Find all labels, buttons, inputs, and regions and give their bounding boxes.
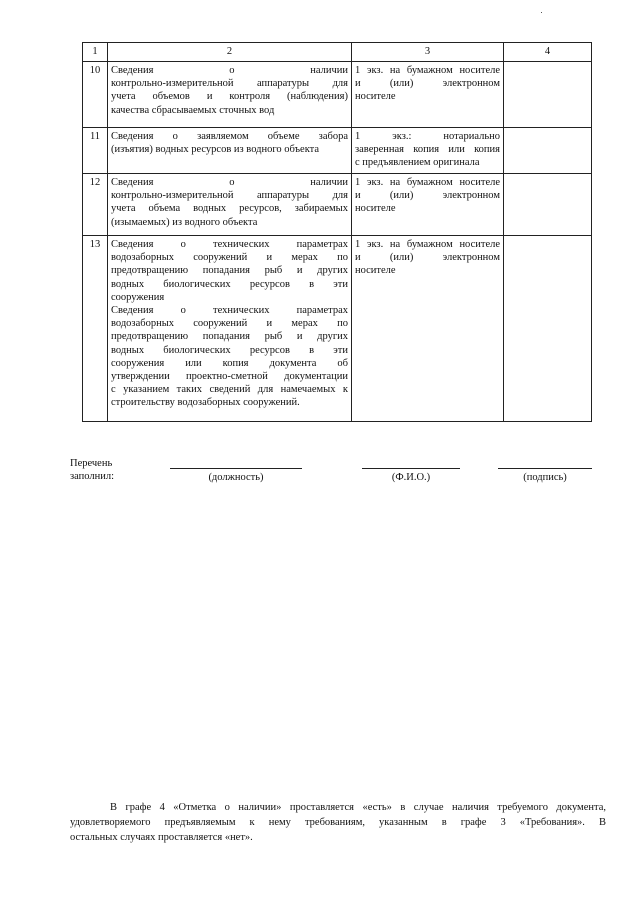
- info-line: с указанием таких сведений для намечаемых к: [111, 384, 348, 396]
- column-header-4: 4: [504, 43, 592, 62]
- requirement-line: 1 экз. на бумажном носителе: [355, 177, 500, 188]
- info-line: Сведения о заявляемом объеме забора: [111, 131, 348, 142]
- filled-by-label-line1: Перечень: [70, 458, 113, 469]
- info-line: учета объема водных ресурсов, забираемых: [111, 203, 348, 215]
- position-caption: (должность): [208, 472, 264, 483]
- requirement-line: носителе: [355, 91, 396, 103]
- row-number: 11: [83, 128, 108, 174]
- row-number: 10: [83, 62, 108, 128]
- info-line: Сведения о технических параметрах: [111, 239, 348, 250]
- requirement-line: 1 экз. на бумажном носителе: [355, 65, 500, 76]
- requirement-line: носителе: [355, 265, 396, 277]
- position-signature-line: [170, 468, 302, 469]
- table-row: [83, 174, 592, 236]
- sign-caption: (подпись): [523, 472, 567, 483]
- requirement-line: заверенная копия или копия: [355, 144, 500, 156]
- requirement-line: и (или) электронном: [355, 78, 500, 90]
- column-header-1: 1: [83, 43, 108, 62]
- info-line: предотвращению попадания рыб и других: [111, 265, 348, 277]
- filled-by-label: [70, 457, 114, 483]
- availability-mark-cell[interactable]: [504, 62, 592, 128]
- filled-by-label-line2: заполнил:: [70, 471, 115, 482]
- info-line: сооружения: [111, 291, 165, 303]
- info-line: водозаборных сооружений и мерах по: [111, 318, 348, 330]
- scan-speck: [541, 12, 542, 13]
- requirement-cell: [352, 174, 504, 236]
- requirements-table: [82, 42, 592, 422]
- requirement-line: и (или) электронном: [355, 190, 500, 202]
- info-line: сооружения или копия документа об: [111, 357, 348, 369]
- info-line: утверждении проектно-сметной документации: [111, 371, 348, 383]
- requirement-cell: [352, 128, 504, 174]
- name-caption: (Ф.И.О.): [391, 472, 431, 483]
- info-cell: [108, 62, 352, 128]
- info-line: (изъятия) водных ресурсов из водного объекта: [111, 144, 320, 156]
- requirement-line: 1 экз.: нотариально: [355, 131, 500, 142]
- column-header-2: 2: [108, 43, 352, 62]
- info-cell: [108, 128, 352, 174]
- requirement-cell: [352, 236, 504, 422]
- row-number: 13: [83, 236, 108, 422]
- info-line: водных биологических ресурсов в эти: [111, 344, 348, 356]
- info-line: водозаборных сооружений и мерах по: [111, 252, 348, 264]
- note-line: В графе 4 «Отметка о наличии» проставляется «есть» в случае наличия требуемого документа,: [110, 802, 606, 813]
- requirement-line: носителе: [355, 203, 396, 215]
- requirement-line: и (или) электронном: [355, 252, 500, 264]
- info-line: качества сбрасываемых сточных вод: [111, 104, 275, 116]
- info-line: водных биологических ресурсов в эти: [111, 278, 348, 290]
- info-line: контрольно-измерительной аппаратуры для: [111, 190, 348, 202]
- info-line: Сведения о наличии: [111, 177, 348, 188]
- info-cell: [108, 174, 352, 236]
- table-row: [83, 236, 592, 422]
- availability-mark-cell[interactable]: [504, 236, 592, 422]
- name-signature-line: [362, 468, 460, 469]
- note-line: остальных случаях проставляется «нет».: [70, 832, 253, 843]
- info-cell: [108, 236, 352, 422]
- availability-mark-cell[interactable]: [504, 128, 592, 174]
- info-line: предотвращению попадания рыб и других: [111, 331, 348, 343]
- table-row: [83, 128, 592, 174]
- note-line: удовлетворяемого предъявляемым к нему требованиям, указанным в графе 3 «Требования». В: [70, 817, 606, 828]
- requirement-cell: [352, 62, 504, 128]
- requirement-line: 1 экз. на бумажном носителе: [355, 239, 500, 250]
- table-header-row: [83, 43, 592, 62]
- table-row: [83, 62, 592, 128]
- info-line: учета объемов и контроля (наблюдения): [111, 91, 348, 103]
- footnote-paragraph: [70, 800, 606, 845]
- info-line: Сведения о технических параметрах: [111, 305, 348, 317]
- info-line: (изымаемых) из водного объекта: [111, 216, 258, 228]
- info-line: Сведения о наличии: [111, 65, 348, 76]
- info-line: контрольно-измерительной аппаратуры для: [111, 78, 348, 90]
- requirement-line: с предъявлением оригинала: [355, 157, 480, 169]
- info-line: строительству водозаборных сооружений.: [111, 397, 300, 409]
- row-number: 12: [83, 174, 108, 236]
- column-header-3: 3: [352, 43, 504, 62]
- sign-signature-line: [498, 468, 592, 469]
- availability-mark-cell[interactable]: [504, 174, 592, 236]
